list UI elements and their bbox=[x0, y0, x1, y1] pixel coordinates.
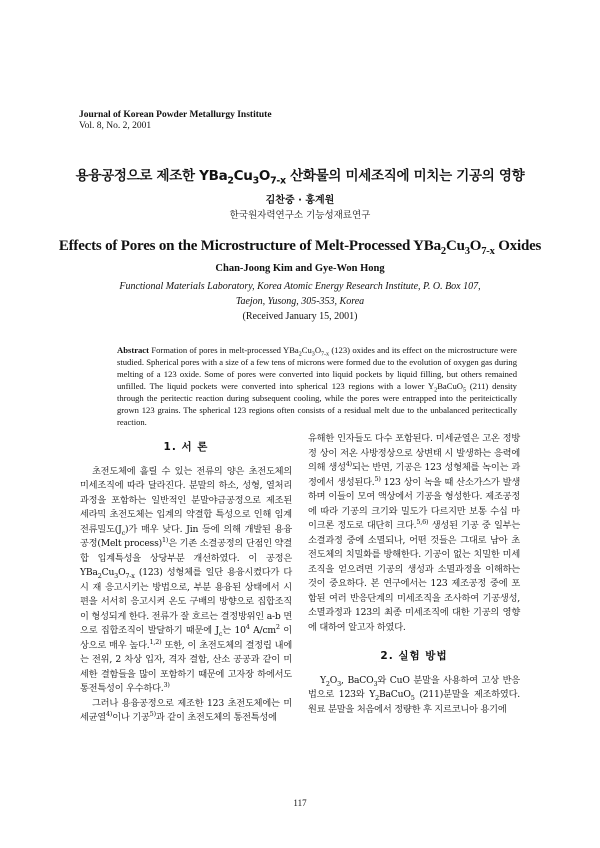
english-authors: Chan-Joong Kim and Gye-Won Hong bbox=[215, 263, 385, 274]
korean-authors: 김찬중 · 홍계원 bbox=[265, 195, 335, 206]
body-text: Y bbox=[320, 674, 326, 686]
body-text: 생성된 기공 중 일부는 소결과정 중에 소멸되나, 어떤 것들은 그대로 남아 초전도체의 치밀화를 방해한다. 기공이 없는 치밀한 미세조직을 얻으려면 기공의 생성과 소멸과정을 이해하는 것이 중요하다. 본 연구에서는 123 제조공정 중에 포함된 여러 반응단계의 미세조직을 조사하여 기공생성, 소멸과정과 123의 최종 미세조직에 대한 기공의 영향에 대하여 알고자 하였다. bbox=[308, 520, 520, 633]
body-text: BaCuO bbox=[378, 689, 411, 700]
body-text: O bbox=[329, 674, 338, 686]
body-text: 이나 기공 bbox=[112, 712, 150, 723]
abstract-text: BaCuO bbox=[437, 381, 463, 391]
section-heading-introduction: 1. 서 론 bbox=[163, 441, 209, 453]
sub: 2 bbox=[440, 246, 446, 257]
formula-part: O bbox=[469, 238, 482, 254]
sub: 5 bbox=[462, 387, 466, 394]
received-date: (Received January 15, 2001) bbox=[242, 311, 358, 322]
body-text: 는 10 bbox=[222, 625, 246, 636]
english-affiliation bbox=[0, 279, 600, 324]
abstract-text: Cu bbox=[301, 345, 312, 355]
sub: 2 bbox=[325, 679, 330, 688]
sub: 7-x bbox=[270, 175, 286, 187]
section-heading-experimental: 2. 실험 방법 bbox=[380, 650, 448, 662]
korean-title bbox=[0, 164, 600, 187]
sub: 7-x bbox=[321, 351, 330, 358]
journal-name: Journal of Korean Powder Metallurgy Institute bbox=[79, 110, 272, 120]
affiliation-line-2: Taejon, Yusong, 305-353, Korea bbox=[235, 296, 365, 307]
sub: 3 bbox=[373, 679, 378, 688]
formula-part: Cu bbox=[233, 168, 253, 184]
body-text: 그러나 용융공정으로 제조한 123 초전도체에는 미세균열 bbox=[80, 697, 292, 723]
body-text: 또한, 이 초전도체의 결정립 내에는 전위, 2 차상 입자, 격자 결함, 산소 공공과 같이 미세한 결함들을 많이 포함하기 때문에 고자장 하에서도 통전특성이 우수하다. bbox=[80, 639, 292, 694]
body-text: 초전도체에 흘릴 수 있는 전류의 양은 초전도체의 미세조직에 따라 달라진다. 분말의 하소, 성형, 열처리 과정을 포함하는 일반적인 분말야금공정으로 제조된 세라믹 초전도체는 입계의 약결합 특성으로 인해 임계전류밀도(J bbox=[80, 465, 292, 535]
citation: 5,6) bbox=[416, 517, 429, 526]
formula-part: Cu bbox=[445, 238, 465, 254]
citation: 4) bbox=[345, 459, 352, 468]
body-text: 되는 반면, 기공은 123 성형체를 녹이는 과정에서 생성된다. bbox=[308, 462, 521, 488]
sub: 2 bbox=[434, 387, 438, 394]
sub: 5 bbox=[410, 693, 415, 702]
body-paragraph bbox=[308, 432, 520, 635]
sub: 3 bbox=[252, 175, 259, 187]
body-text: A/cm bbox=[249, 625, 276, 636]
sub: 3 bbox=[311, 351, 315, 358]
superscript: 2 bbox=[275, 622, 280, 631]
affiliation-line-1: Functional Materials Laboratory, Korea Atomic Energy Research Institute, P. O. Box 107, bbox=[119, 281, 481, 292]
abstract-text: (123) oxides and its effect on the microstructure were studied. Spherical pores with a size of a few tens of microns were formed due to the evolution of oxygen gas during melting of a 123 oxide. Some of pores were converted into liquid pockets by liquid filling, but others remained unfilled. The liquid pockets were converted into spherical 123 regions with a lower Y bbox=[117, 345, 518, 391]
english-title-pre: Effects of Pores on the Microstructure of Melt-Processed YBa bbox=[58, 238, 441, 254]
superscript: 4 bbox=[245, 622, 250, 631]
abstract bbox=[117, 344, 517, 428]
body-paragraph bbox=[80, 465, 292, 697]
journal-volume: Vol. 8, No. 2, 2001 bbox=[79, 121, 152, 131]
sub: 3 bbox=[464, 246, 470, 257]
sub: 3 bbox=[114, 571, 119, 580]
sub: 2 bbox=[227, 175, 234, 187]
body-text: 123 상이 녹을 때 산소가스가 발생하며 이들이 모여 액상에서 기공을 형성한다. 제조공정에 따라 기공의 크기와 밀도가 다르지만 보통 수십 마이크론 정도로 대단히 크다. bbox=[308, 476, 520, 531]
abstract-label: Abstract bbox=[117, 345, 149, 355]
citation: 5) bbox=[374, 474, 381, 483]
body-text: )가 매우 낮다. Jin 등에 의해 개발된 용융공정(Melt process) bbox=[80, 523, 292, 549]
body-text: O bbox=[118, 567, 126, 578]
sub: 7-x bbox=[481, 246, 495, 257]
sub: 2 bbox=[298, 351, 302, 358]
body-text: Cu bbox=[101, 567, 115, 578]
citation: 4) bbox=[106, 709, 113, 718]
body-text: 과 같이 초전도체의 통전특성에 bbox=[155, 712, 277, 723]
body-text: 유해한 인자들도 다수 포함된다. 미세균열은 고온 정방정 상이 저온 사방정상으로 상변태 시 발생하는 응력에 의해 생성 bbox=[308, 433, 520, 473]
sub: c bbox=[121, 528, 125, 537]
body-text: 와 CuO 분말을 사용하여 고상 반응법으로 123와 Y bbox=[308, 674, 520, 700]
body-text: , BaCO bbox=[341, 674, 374, 686]
sub: 2 bbox=[375, 693, 379, 702]
english-title-post: Oxides bbox=[494, 238, 542, 254]
korean-title-post: 산화물의 미세조직에 미치는 기공의 영향 bbox=[285, 168, 525, 184]
body-text: (211)분말을 제조하였다. 원료 분말을 처음에서 정량한 후 지르코니아 용기에 bbox=[308, 689, 520, 715]
citation: 1) bbox=[161, 535, 169, 544]
sub: 7-x bbox=[125, 571, 135, 580]
sub: c bbox=[218, 629, 223, 638]
page-number: 117 bbox=[293, 798, 307, 808]
body-paragraph bbox=[308, 674, 520, 718]
left-column bbox=[80, 432, 292, 726]
body-text: (123) 성형체를 일단 용융시켰다가 다시 재 응고시키는 방법으로, 부분 용융된 상태에서 시편을 서서히 응고시켜 온도 구배의 방향으로 집합조직이 형성되게 한다. 전류가 잘 흐르는 결정방위인 a-b 면으로 집합조직이 발달하기 때문에 J bbox=[80, 567, 292, 636]
citation: 1,2) bbox=[149, 637, 162, 646]
body-text: 이상으로 매우 높다. bbox=[80, 625, 292, 651]
body-text: 은 기존 소결공정의 단점인 약결합 입계특성을 상당부분 개선하였다. 이 공정은 YBa bbox=[80, 538, 292, 578]
abstract-text: (211) density through the peritectic reaction during subsequent cooling, while the pores were entrapped into the periteictically grown 123 grains. The spherical 123 regions often consists of a residual melt due to the unbalanced peritectically reaction. bbox=[117, 381, 517, 427]
right-column bbox=[308, 432, 520, 717]
sub: 3 bbox=[337, 679, 342, 688]
korean-affiliation: 한국원자력연구소 기능성재료연구 bbox=[229, 210, 371, 221]
body-paragraph bbox=[80, 697, 292, 726]
citation: 3) bbox=[163, 680, 170, 689]
journal-header bbox=[79, 110, 272, 132]
english-title bbox=[0, 238, 600, 255]
abstract-text: Formation of pores in melt-processed YBa bbox=[148, 345, 299, 355]
formula-part: O bbox=[258, 168, 271, 184]
korean-title-pre: 용융공정으로 제조한 YBa bbox=[75, 168, 228, 184]
abstract-text: O bbox=[314, 345, 322, 355]
citation: 5) bbox=[149, 709, 156, 718]
sub: 2 bbox=[97, 571, 102, 580]
